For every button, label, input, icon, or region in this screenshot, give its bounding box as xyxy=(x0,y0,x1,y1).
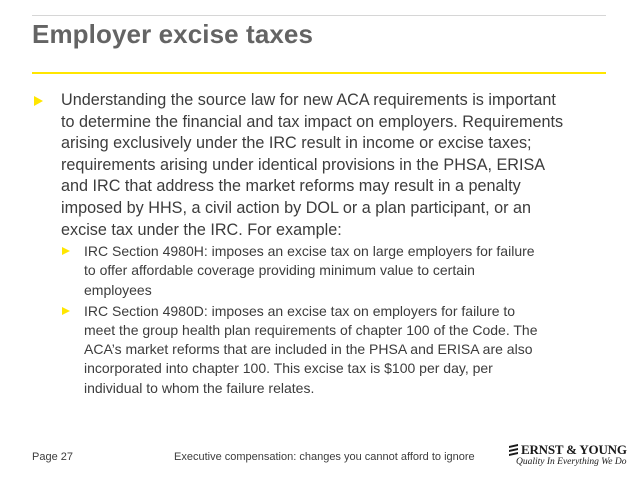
company-logo xyxy=(508,441,627,471)
bullet-arrow-icon xyxy=(34,96,43,106)
page-number: Page 27 xyxy=(32,451,73,463)
text-line: Understanding the source law for new ACA requirements is important xyxy=(61,91,556,109)
slide-body xyxy=(32,90,610,400)
sub-bullet-4980d xyxy=(61,302,610,398)
main-bullet-text xyxy=(61,90,610,241)
text-line: arising exclusively under the IRC result in income or excise taxes; xyxy=(61,134,532,153)
text-line: IRC Section 4980D: imposes an excise tax on employers for failure to xyxy=(84,302,516,319)
bullet-arrow-icon xyxy=(62,247,70,255)
text-line: imposed by HHS, a civil action by DOL or a plan participant, or an xyxy=(61,198,531,217)
text-line: excise tax under the IRC. For example: xyxy=(61,220,342,239)
title-underline xyxy=(32,72,606,74)
bullet-arrow-icon xyxy=(62,307,70,315)
text-line: to offer affordable coverage providing minimum value to certain xyxy=(84,262,475,279)
text-line: employees xyxy=(84,281,152,298)
sub-bullet-list xyxy=(32,242,610,398)
text-line: meet the group health plan requirements of chapter 100 of the Code. The xyxy=(84,321,538,338)
main-bullet xyxy=(32,90,610,241)
logo-mark-icon xyxy=(508,444,519,456)
logo-tagline: Quality In Everything We Do xyxy=(516,457,627,467)
text-line: requirements arising under identical provisions in the PHSA, ERISA xyxy=(61,155,546,174)
text-line: ACA’s market reforms that are included in the PHSA and ERISA are also xyxy=(84,341,533,358)
footer-presentation-title: Executive compensation: changes you cannot afford to ignore xyxy=(174,451,475,463)
text-line: and IRC that address the market reforms may result in a penalty xyxy=(61,177,521,196)
sub-bullet-text xyxy=(84,302,610,398)
logo-name: ERNST & YOUNG xyxy=(521,442,627,457)
sub-bullet-4980h xyxy=(61,242,610,300)
text-line: to determine the financial and tax impact on employers. Requirements xyxy=(61,112,564,131)
sub-bullet-text xyxy=(84,242,610,300)
text-line: incorporated into chapter 100. This excise tax is $100 per day, per xyxy=(84,360,493,377)
top-divider xyxy=(32,15,606,16)
text-line: IRC Section 4980H: imposes an excise tax on large employers for failure xyxy=(84,243,535,260)
slide-title: Employer excise taxes xyxy=(32,19,314,49)
text-line: individual to whom the failure relates. xyxy=(84,379,315,396)
